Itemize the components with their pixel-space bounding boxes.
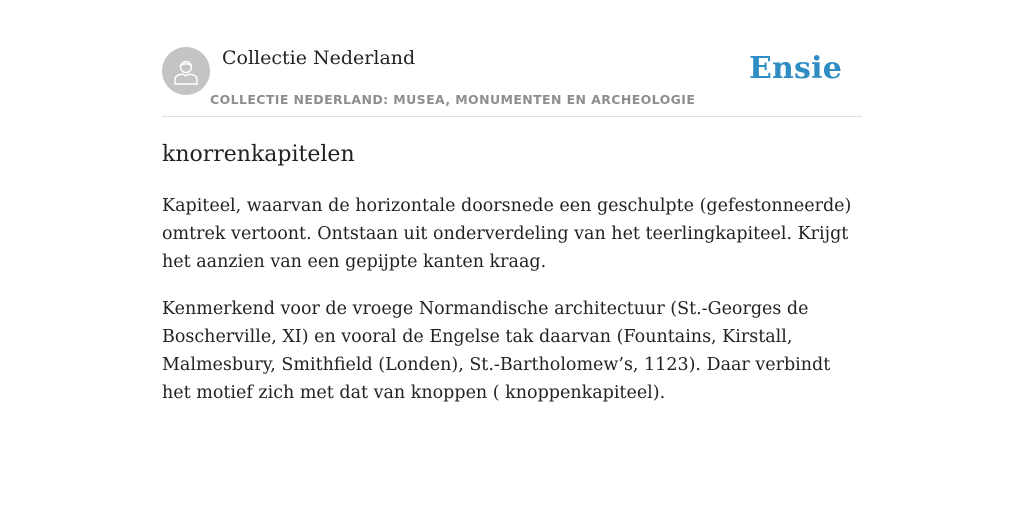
- author-header: [162, 46, 862, 117]
- ensie-logo[interactable]: Ensie: [748, 51, 842, 86]
- article-paragraph: Kenmerkend voor de vroege Normandische architectuur (St.-Georges de Boscherville, XI) en vooral de Engelse tak daarvan (Fountains, Kirstall, Malmesbury, Smithfield (Londen), St.-Bartholomew’s, 1123). Daar verbindt het motief zich met dat van knoppen ( knoppenkapiteel).: [162, 299, 831, 403]
- author-name[interactable]: Collectie Nederland: [222, 47, 416, 69]
- page-title: knorrenkapitelen: [162, 142, 355, 167]
- user-icon: [171, 56, 201, 86]
- source-subtitle[interactable]: COLLECTIE NEDERLAND: MUSEA, MONUMENTEN EN ARCHEOLOGIE: [210, 92, 696, 107]
- avatar[interactable]: [162, 47, 210, 95]
- article-body: [162, 192, 862, 426]
- article-paragraph: Kapiteel, waarvan de horizontale doorsnede een geschulpte (gefestonneerde) omtrek vertoont. Ontstaan uit onderverdeling van het teerlingkapiteel. Krijgt het aanzien van een gepijpte kanten kraag.: [162, 196, 852, 272]
